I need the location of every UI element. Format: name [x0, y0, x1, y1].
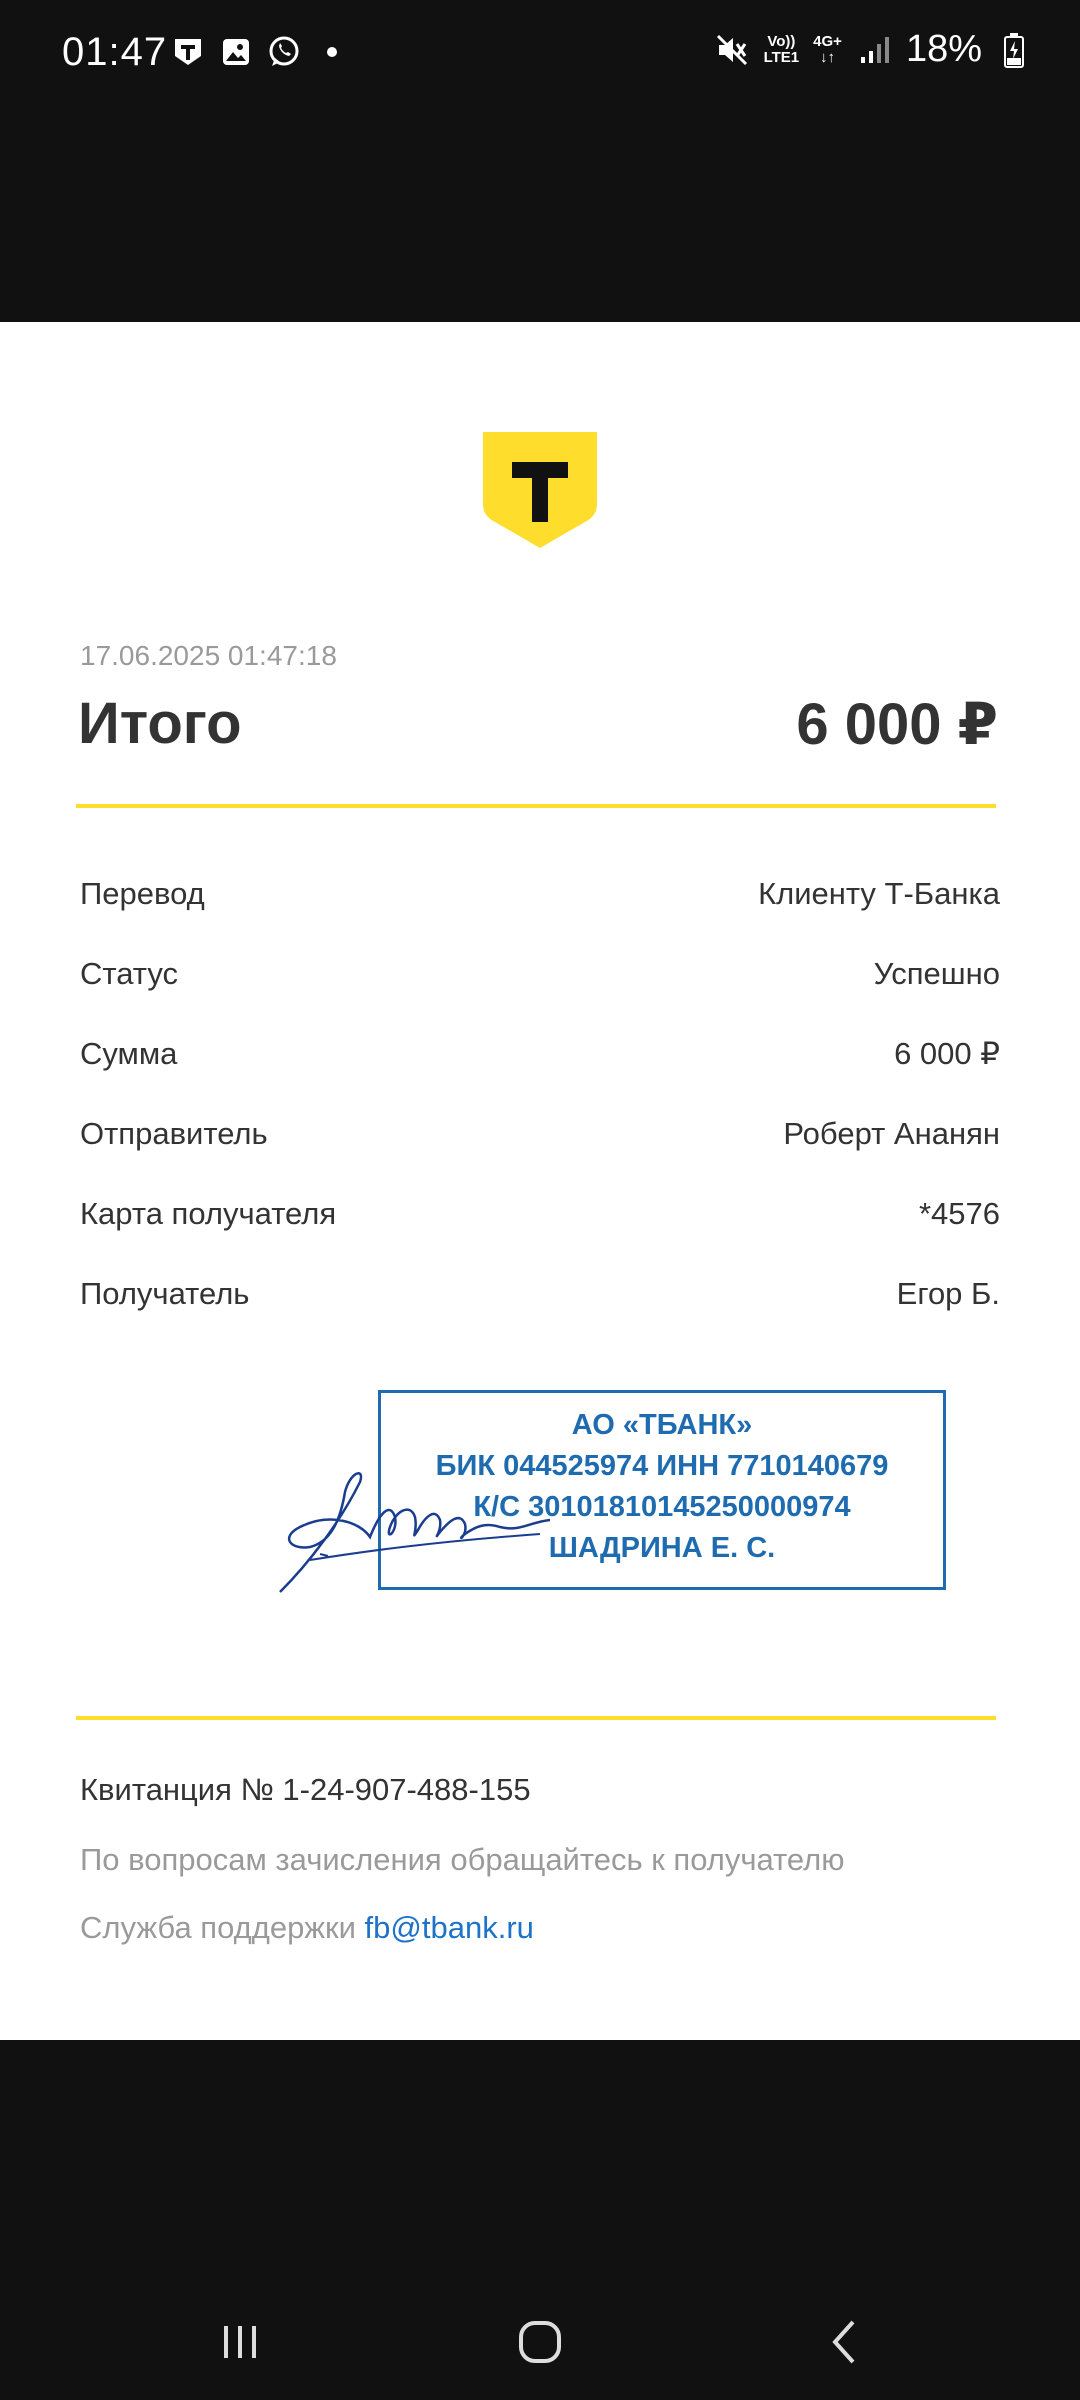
stamp-line: К/С 30101810145250000974 [473, 1491, 851, 1523]
dot-icon [314, 34, 350, 70]
detail-value: 6 000 ₽ [894, 1036, 1000, 1071]
total-value: 6 000 ₽ [796, 692, 998, 757]
home-button[interactable] [500, 2310, 580, 2374]
detail-value: Егор Б. [896, 1276, 1000, 1311]
stamp-area [270, 1382, 970, 1642]
status-time: 01:47 [62, 30, 168, 74]
back-button[interactable] [805, 2310, 885, 2374]
navigation-bar [0, 2280, 1080, 2400]
detail-key: Перевод [80, 876, 205, 911]
home-icon [516, 2318, 564, 2366]
top-divider [76, 804, 996, 808]
tbank-logo [483, 432, 597, 548]
whatsapp-icon [266, 34, 302, 70]
receipt-number: Квитанция № 1-24-907-488-155 [80, 1772, 531, 1807]
battery-charging-icon [996, 32, 1032, 68]
stamp-line: АО «ТБАНК» [571, 1409, 753, 1441]
volte-label [764, 34, 800, 66]
transaction-datetime: 17.06.2025 01:47:18 [80, 640, 337, 671]
detail-value: Клиенту Т-Банка [758, 876, 1000, 911]
detail-value: *4576 [918, 1196, 1000, 1231]
volte-bottom: LTE1 [763, 48, 800, 66]
volte-top: Vo)) [767, 32, 796, 50]
status-right [714, 28, 1032, 71]
receipt-document [0, 322, 1080, 2040]
support-label: Служба поддержки [80, 1910, 365, 1945]
support-email-link[interactable]: fb@tbank.ru [364, 1910, 534, 1945]
mute-icon [714, 32, 750, 68]
data-arrows-icon: ↓↑ [820, 48, 836, 66]
detail-row-card [80, 1178, 1000, 1258]
signal-icon [856, 32, 892, 68]
stamp-line: ШАДРИНА Е. С. [548, 1532, 776, 1564]
status-bar [0, 0, 1080, 110]
network-type-label: 4G+ [813, 32, 842, 50]
detail-row-recipient [80, 1258, 1000, 1338]
tbank-icon [170, 34, 206, 70]
detail-key: Сумма [80, 1036, 178, 1071]
detail-key: Статус [80, 956, 178, 991]
detail-key: Отправитель [80, 1116, 268, 1151]
recent-apps-icon [218, 2320, 262, 2364]
support-line [80, 1910, 534, 1946]
signature-image [270, 1442, 600, 1602]
stamp-line: БИК 044525974 ИНН 7710140679 [435, 1450, 889, 1482]
bottom-divider [76, 1716, 996, 1720]
notification-icons [170, 34, 350, 70]
recent-apps-button[interactable] [200, 2310, 280, 2374]
detail-key: Получатель [80, 1276, 250, 1311]
detail-row-status [80, 938, 1000, 1018]
detail-row-transfer [80, 858, 1000, 938]
total-label: Итого [78, 691, 242, 756]
recipient-note: По вопросам зачисления обращайтесь к получателю [80, 1842, 845, 1877]
detail-key: Карта получателя [80, 1196, 337, 1231]
back-icon [823, 2318, 867, 2366]
detail-value: Роберт Ананян [783, 1116, 1000, 1151]
detail-value: Успешно [873, 956, 1000, 991]
details-list [80, 858, 1000, 1338]
battery-percent: 18% [905, 28, 982, 70]
network-type [813, 34, 842, 66]
detail-row-amount [80, 1018, 1000, 1098]
detail-row-sender [80, 1098, 1000, 1178]
gallery-icon [218, 34, 254, 70]
